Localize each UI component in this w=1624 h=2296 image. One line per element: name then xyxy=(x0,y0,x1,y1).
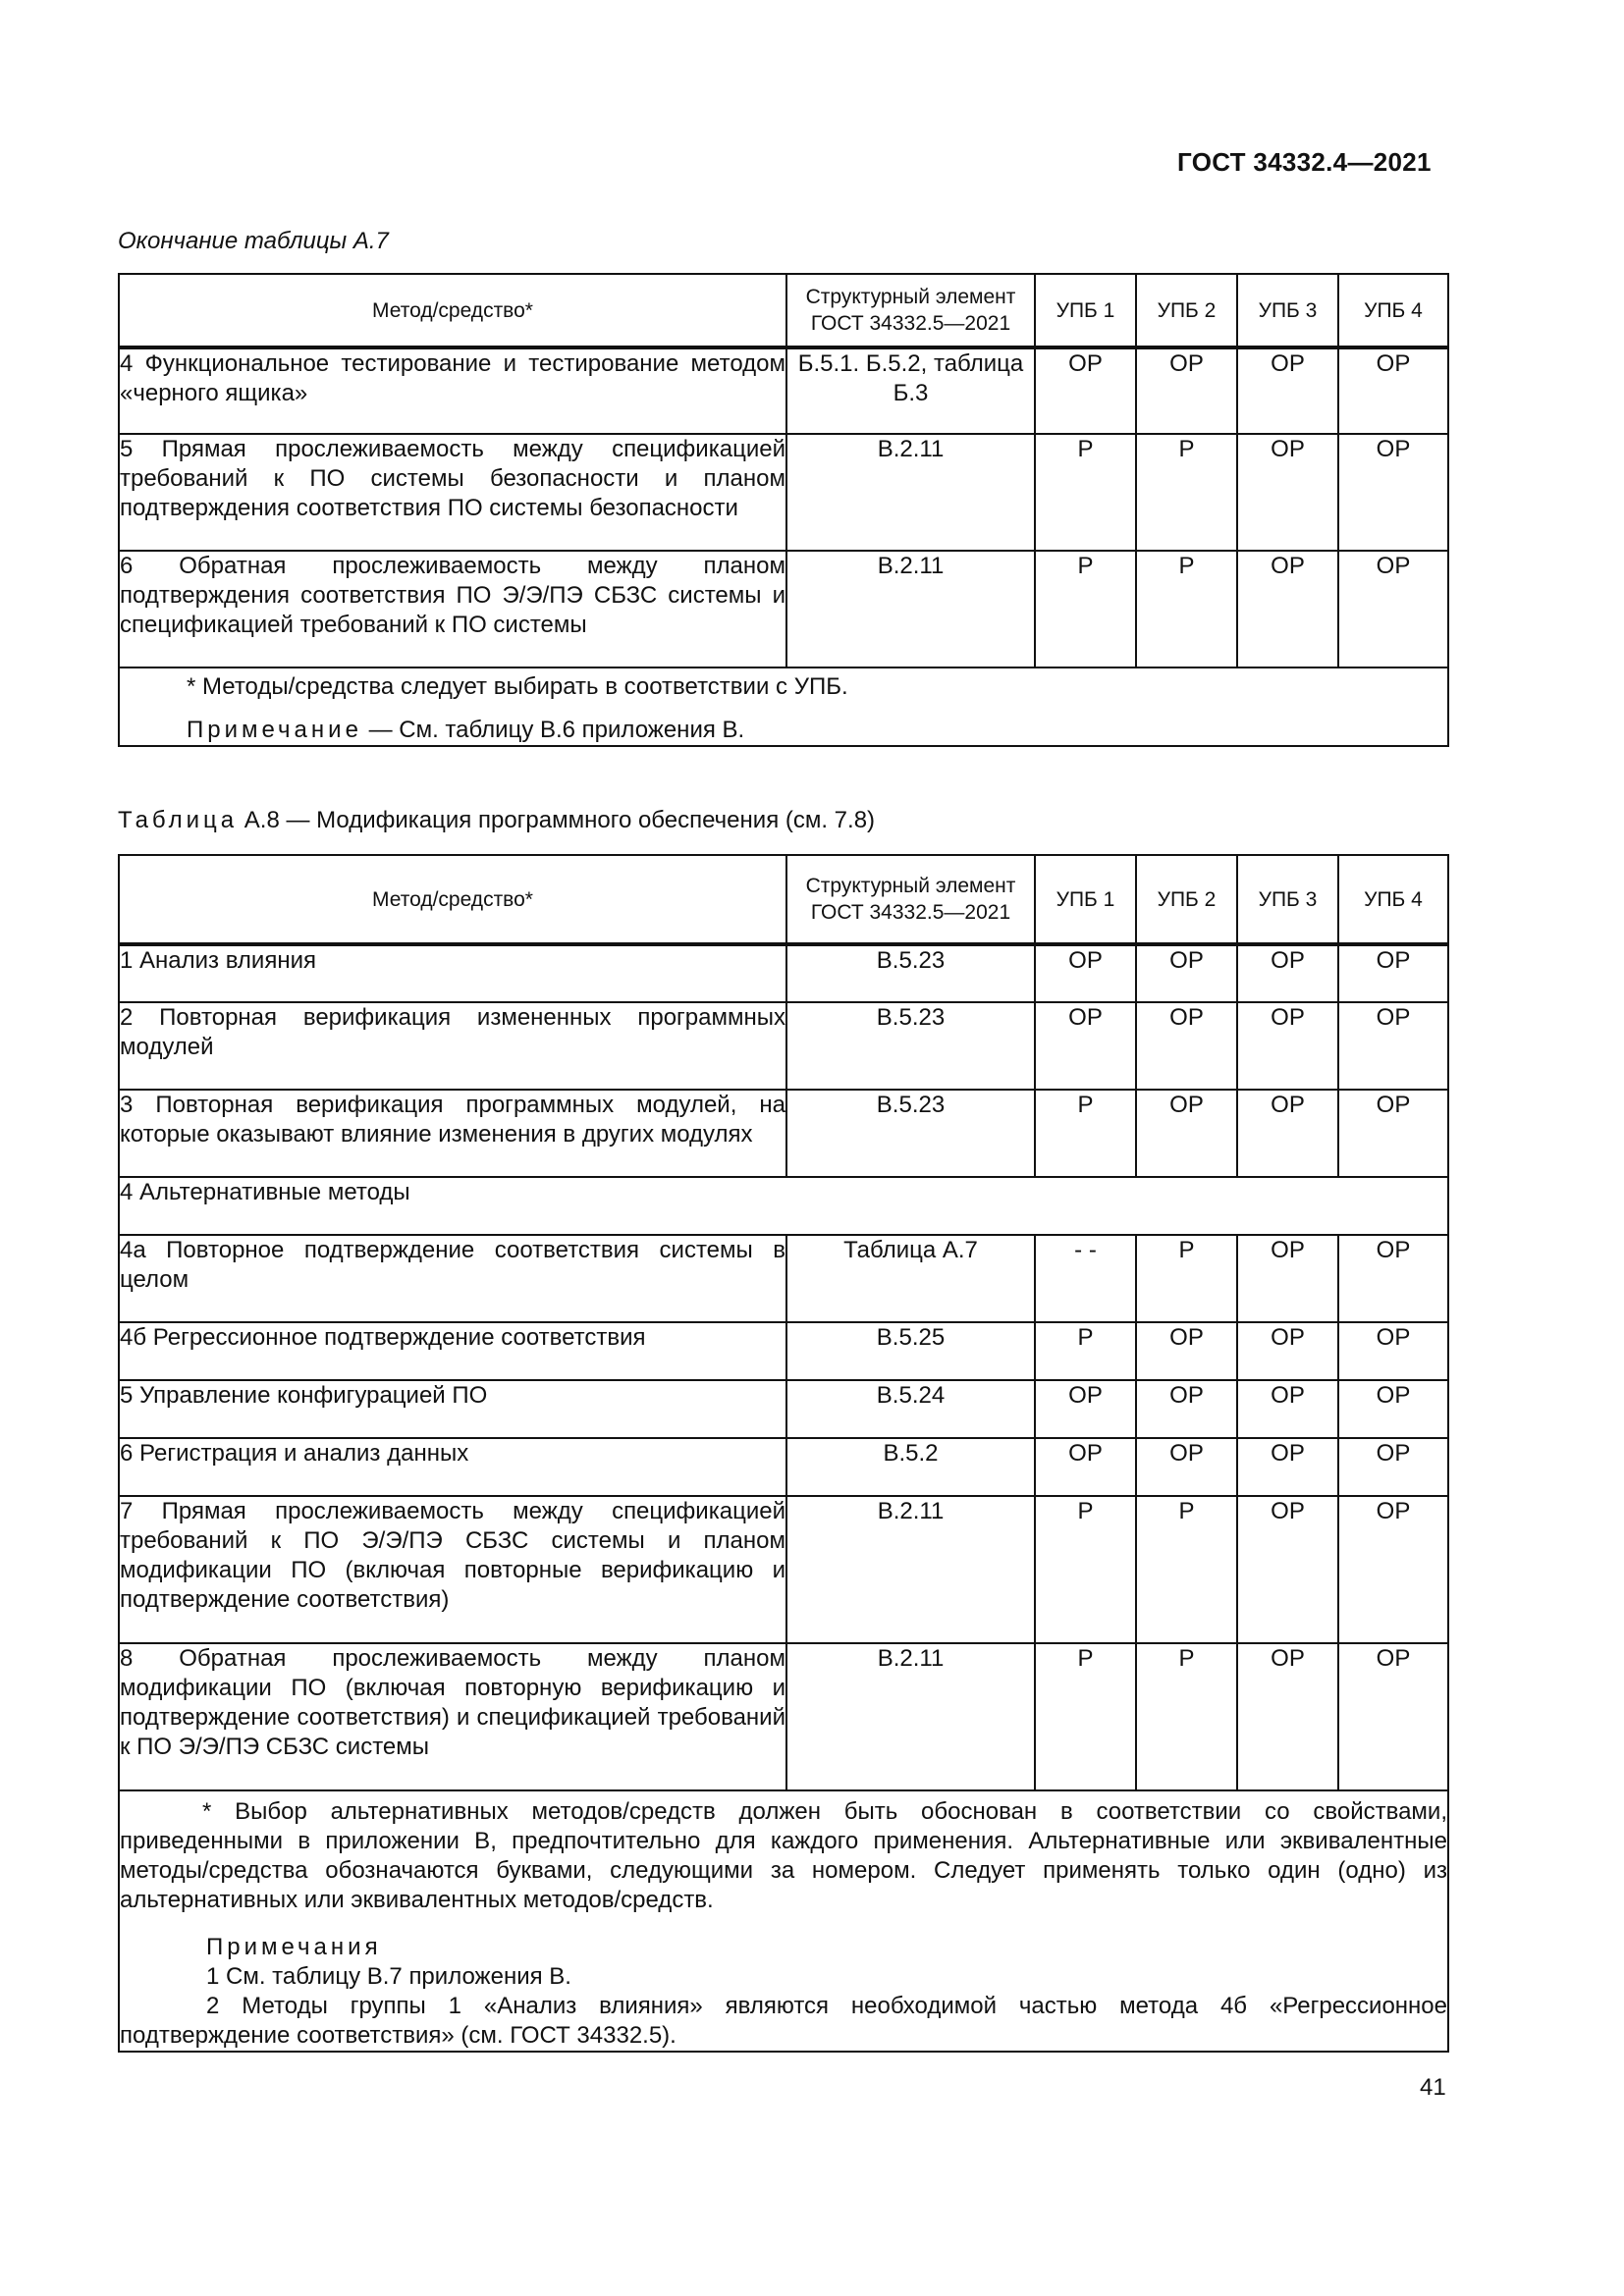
upb3-cell: ОР xyxy=(1237,1235,1338,1322)
table-row xyxy=(119,1322,1448,1380)
table-row xyxy=(119,1438,1448,1496)
upb1-cell: ОР xyxy=(1035,347,1136,434)
col-method: Метод/средство* xyxy=(119,274,786,347)
table2-caption xyxy=(118,807,875,834)
upb1-cell: ОР xyxy=(1035,1002,1136,1090)
method-cell: 3 Повторная верификация программных модулей, на которые оказывают влияние изменения в других модулях xyxy=(119,1090,786,1177)
method-cell: 5 Прямая прослеживаемость между спецификацией требований к ПО системы безопасности и планом подтверждения соответствия ПО системы безопасности xyxy=(119,434,786,551)
note-item: 2 Методы группы 1 «Анализ влияния» являются необходимой частью метода 4б «Регрессионное подтверждение соответствия» (см. ГОСТ 34332.5). xyxy=(120,1993,1447,2049)
upb3-cell: ОР xyxy=(1237,434,1338,551)
table-footnote xyxy=(119,667,1448,746)
method-cell: 6 Регистрация и анализ данных xyxy=(119,1438,786,1496)
upb3-cell: ОР xyxy=(1237,1322,1338,1380)
table-group-row xyxy=(119,1177,1448,1235)
upb1-cell: Р xyxy=(1035,1496,1136,1643)
col-upb2: УПБ 2 xyxy=(1136,855,1237,944)
upb1-cell: Р xyxy=(1035,434,1136,551)
struct-cell: В.2.11 xyxy=(786,1643,1035,1790)
note-line xyxy=(120,716,1447,745)
upb4-cell: ОР xyxy=(1338,1002,1448,1090)
upb4-cell: ОР xyxy=(1338,1322,1448,1380)
method-cell: 4 Функциональное тестирование и тестирование методом «черного ящика» xyxy=(119,347,786,434)
upb4-cell: ОР xyxy=(1338,1643,1448,1790)
upb2-cell: Р xyxy=(1136,551,1237,667)
upb2-cell: Р xyxy=(1136,1643,1237,1790)
upb2-cell: Р xyxy=(1136,1235,1237,1322)
table-row xyxy=(119,1643,1448,1790)
table-footnote xyxy=(119,1790,1448,2052)
table-row xyxy=(119,1380,1448,1438)
footnote-text: * Выбор альтернативных методов/средств должен быть обоснован в соответствии со свойствами, приведенными в приложении В, предпочтительно для каждого применения. Альтернативные или эквивалентные методы/средства обозначаются буквами, следующими за номером. Следует применять только один (одно) из альтернативных или эквивалентных методов/средств. xyxy=(120,1798,1447,1913)
upb1-cell: Р xyxy=(1035,1643,1136,1790)
upb2-cell: ОР xyxy=(1136,347,1237,434)
table-row xyxy=(119,1002,1448,1090)
upb1-cell: ОР xyxy=(1035,1438,1136,1496)
method-cell: 7 Прямая прослеживаемость между спецификацией требований к ПО Э/Э/ПЭ СБЗС системы и планом модификации ПО (включая повторные верификацию и подтверждение соответствия) xyxy=(119,1496,786,1643)
upb2-cell: Р xyxy=(1136,1496,1237,1643)
struct-cell: В.5.24 xyxy=(786,1380,1035,1438)
col-upb1: УПБ 1 xyxy=(1035,855,1136,944)
upb1-cell: Р xyxy=(1035,551,1136,667)
upb1-cell: - - xyxy=(1035,1235,1136,1322)
col-upb4: УПБ 4 xyxy=(1338,274,1448,347)
upb2-cell: ОР xyxy=(1136,1438,1237,1496)
col-upb1: УПБ 1 xyxy=(1035,274,1136,347)
upb2-cell: ОР xyxy=(1136,1090,1237,1177)
document-code: ГОСТ 34332.4—2021 xyxy=(1177,147,1432,177)
upb3-cell: ОР xyxy=(1237,1002,1338,1090)
page-number: 41 xyxy=(1420,2074,1446,2101)
upb1-cell: ОР xyxy=(1035,1380,1136,1438)
upb3-cell: ОР xyxy=(1237,1438,1338,1496)
upb2-cell: ОР xyxy=(1136,1322,1237,1380)
upb4-cell: ОР xyxy=(1338,1438,1448,1496)
method-cell: 1 Анализ влияния xyxy=(119,944,786,1002)
table-row xyxy=(119,944,1448,1002)
struct-cell: Б.5.1. Б.5.2, таблица Б.3 xyxy=(786,347,1035,434)
method-cell: 5 Управление конфигурацией ПО xyxy=(119,1380,786,1438)
table-row xyxy=(119,347,1448,434)
struct-cell: В.5.23 xyxy=(786,944,1035,1002)
struct-cell: В.5.25 xyxy=(786,1322,1035,1380)
struct-cell: В.2.11 xyxy=(786,1496,1035,1643)
upb2-cell: ОР xyxy=(1136,1380,1237,1438)
table-header-row xyxy=(119,274,1448,347)
note-item: 1 См. таблицу В.7 приложения В. xyxy=(206,1963,571,1990)
footnote-text: * Методы/средства следует выбирать в соответствии с УПБ. xyxy=(187,673,848,700)
table-row xyxy=(119,434,1448,551)
upb2-cell: Р xyxy=(1136,434,1237,551)
caption-text: А.8 — Модификация программного обеспечения (см. 7.8) xyxy=(238,807,876,833)
table-row xyxy=(119,1090,1448,1177)
col-upb2: УПБ 2 xyxy=(1136,274,1237,347)
notes-title: Примечания xyxy=(206,1934,382,1960)
struct-cell: В.2.11 xyxy=(786,551,1035,667)
struct-cell: Таблица А.7 xyxy=(786,1235,1035,1322)
upb2-cell: ОР xyxy=(1136,944,1237,1002)
upb4-cell: ОР xyxy=(1338,1496,1448,1643)
method-cell: 2 Повторная верификация измененных программных модулей xyxy=(119,1002,786,1090)
upb4-cell: ОР xyxy=(1338,1380,1448,1438)
table-row xyxy=(119,1496,1448,1643)
col-struct: Структурный элемент ГОСТ 34332.5—2021 xyxy=(786,855,1035,944)
table1-caption: Окончание таблицы А.7 xyxy=(118,228,389,254)
upb4-cell: ОР xyxy=(1338,347,1448,434)
table-footnote-row xyxy=(119,1790,1448,2052)
upb3-cell: ОР xyxy=(1237,944,1338,1002)
alt-methods-group: 4 Альтернативные методы xyxy=(119,1177,1448,1235)
method-cell: 4а Повторное подтверждение соответствия системы в целом xyxy=(119,1235,786,1322)
upb4-cell: ОР xyxy=(1338,1235,1448,1322)
struct-cell: В.2.11 xyxy=(786,434,1035,551)
caption-label: Таблица xyxy=(118,807,239,833)
upb1-cell: Р xyxy=(1035,1090,1136,1177)
note-label: Примечание xyxy=(187,717,362,743)
table-a7-end xyxy=(118,273,1449,747)
upb3-cell: ОР xyxy=(1237,1090,1338,1177)
upb3-cell: ОР xyxy=(1237,1643,1338,1790)
upb4-cell: ОР xyxy=(1338,944,1448,1002)
table-a8 xyxy=(118,854,1449,2053)
struct-cell: В.5.23 xyxy=(786,1002,1035,1090)
table-footnote-row xyxy=(119,667,1448,746)
upb4-cell: ОР xyxy=(1338,551,1448,667)
method-cell: 8 Обратная прослеживаемость между планом модификации ПО (включая повторную верификацию и подтверждение соответствия) и спецификацией требований к ПО Э/Э/ПЭ СБЗС системы xyxy=(119,1643,786,1790)
table-header-row xyxy=(119,855,1448,944)
method-cell: 6 Обратная прослеживаемость между планом подтверждения соответствия ПО Э/Э/ПЭ СБЗС системы и спецификацией требований к ПО системы xyxy=(119,551,786,667)
upb1-cell: ОР xyxy=(1035,944,1136,1002)
upb4-cell: ОР xyxy=(1338,434,1448,551)
col-upb4: УПБ 4 xyxy=(1338,855,1448,944)
upb3-cell: ОР xyxy=(1237,551,1338,667)
upb2-cell: ОР xyxy=(1136,1002,1237,1090)
struct-cell: В.5.2 xyxy=(786,1438,1035,1496)
upb3-cell: ОР xyxy=(1237,1496,1338,1643)
table-row xyxy=(119,551,1448,667)
struct-cell: В.5.23 xyxy=(786,1090,1035,1177)
upb3-cell: ОР xyxy=(1237,347,1338,434)
note-text: — См. таблицу В.6 приложения В. xyxy=(361,717,745,743)
col-upb3: УПБ 3 xyxy=(1237,855,1338,944)
method-cell: 4б Регрессионное подтверждение соответствия xyxy=(119,1322,786,1380)
col-method: Метод/средство* xyxy=(119,855,786,944)
col-struct: Структурный элемент ГОСТ 34332.5—2021 xyxy=(786,274,1035,347)
table-row xyxy=(119,1235,1448,1322)
upb1-cell: Р xyxy=(1035,1322,1136,1380)
col-upb3: УПБ 3 xyxy=(1237,274,1338,347)
upb4-cell: ОР xyxy=(1338,1090,1448,1177)
upb3-cell: ОР xyxy=(1237,1380,1338,1438)
